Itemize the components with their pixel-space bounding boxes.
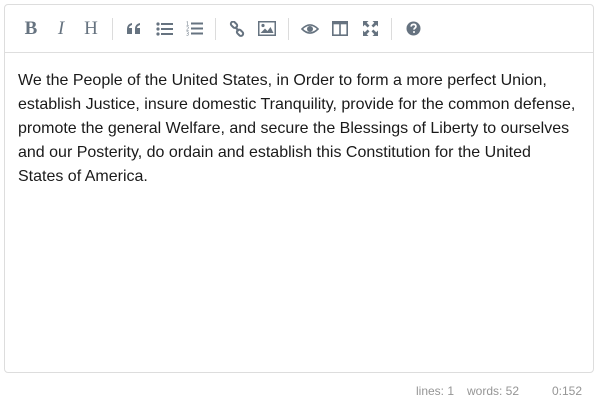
editor-content[interactable]: We the People of the United States, in Order to form a more perfect Union, establish Justice, insure domestic Tranquility, provide for the common defense, promote the general Welfare, and secure the Blessings of Liberty to ourselves and our Posterity, do ordain and establish this Constitution for the United States of America.	[18, 72, 576, 185]
image-icon	[258, 21, 276, 36]
help-button[interactable]	[398, 14, 428, 44]
side-by-side-button[interactable]	[325, 14, 355, 44]
bold-icon: B	[24, 17, 38, 39]
image-button[interactable]	[252, 14, 282, 44]
fullscreen-button[interactable]	[355, 14, 385, 44]
toolbar-separator	[215, 18, 216, 40]
preview-button[interactable]	[295, 14, 325, 44]
link-icon	[229, 21, 245, 37]
status-words: words: 52	[467, 384, 520, 398]
italic-button[interactable]	[46, 14, 76, 44]
ordered-list-icon	[186, 21, 203, 36]
heading-icon: H	[84, 17, 98, 39]
help-icon	[406, 21, 421, 36]
toolbar-separator	[112, 18, 113, 40]
svg-text:1: 1	[185, 21, 189, 28]
quote-button[interactable]	[119, 14, 149, 44]
editor-statusbar	[0, 376, 600, 406]
status-lines: lines: 1	[416, 384, 455, 398]
toolbar-separator	[288, 18, 289, 40]
unordered-list-button[interactable]	[149, 14, 179, 44]
unordered-list-icon	[156, 22, 173, 36]
editor-toolbar	[5, 5, 593, 53]
heading-button[interactable]	[76, 14, 106, 44]
preview-eye-icon	[301, 23, 319, 35]
quote-icon	[126, 22, 142, 36]
fullscreen-icon	[363, 21, 378, 36]
ordered-list-button[interactable]	[179, 14, 209, 44]
bold-button[interactable]	[16, 14, 46, 44]
status-cursor: 0:152	[552, 384, 583, 398]
svg-text:2: 2	[185, 26, 189, 33]
italic-icon: I	[57, 17, 65, 39]
side-by-side-icon	[332, 21, 348, 36]
svg-text:3: 3	[185, 31, 189, 36]
markdown-editor	[4, 4, 594, 373]
link-button[interactable]	[222, 14, 252, 44]
toolbar-separator	[391, 18, 392, 40]
